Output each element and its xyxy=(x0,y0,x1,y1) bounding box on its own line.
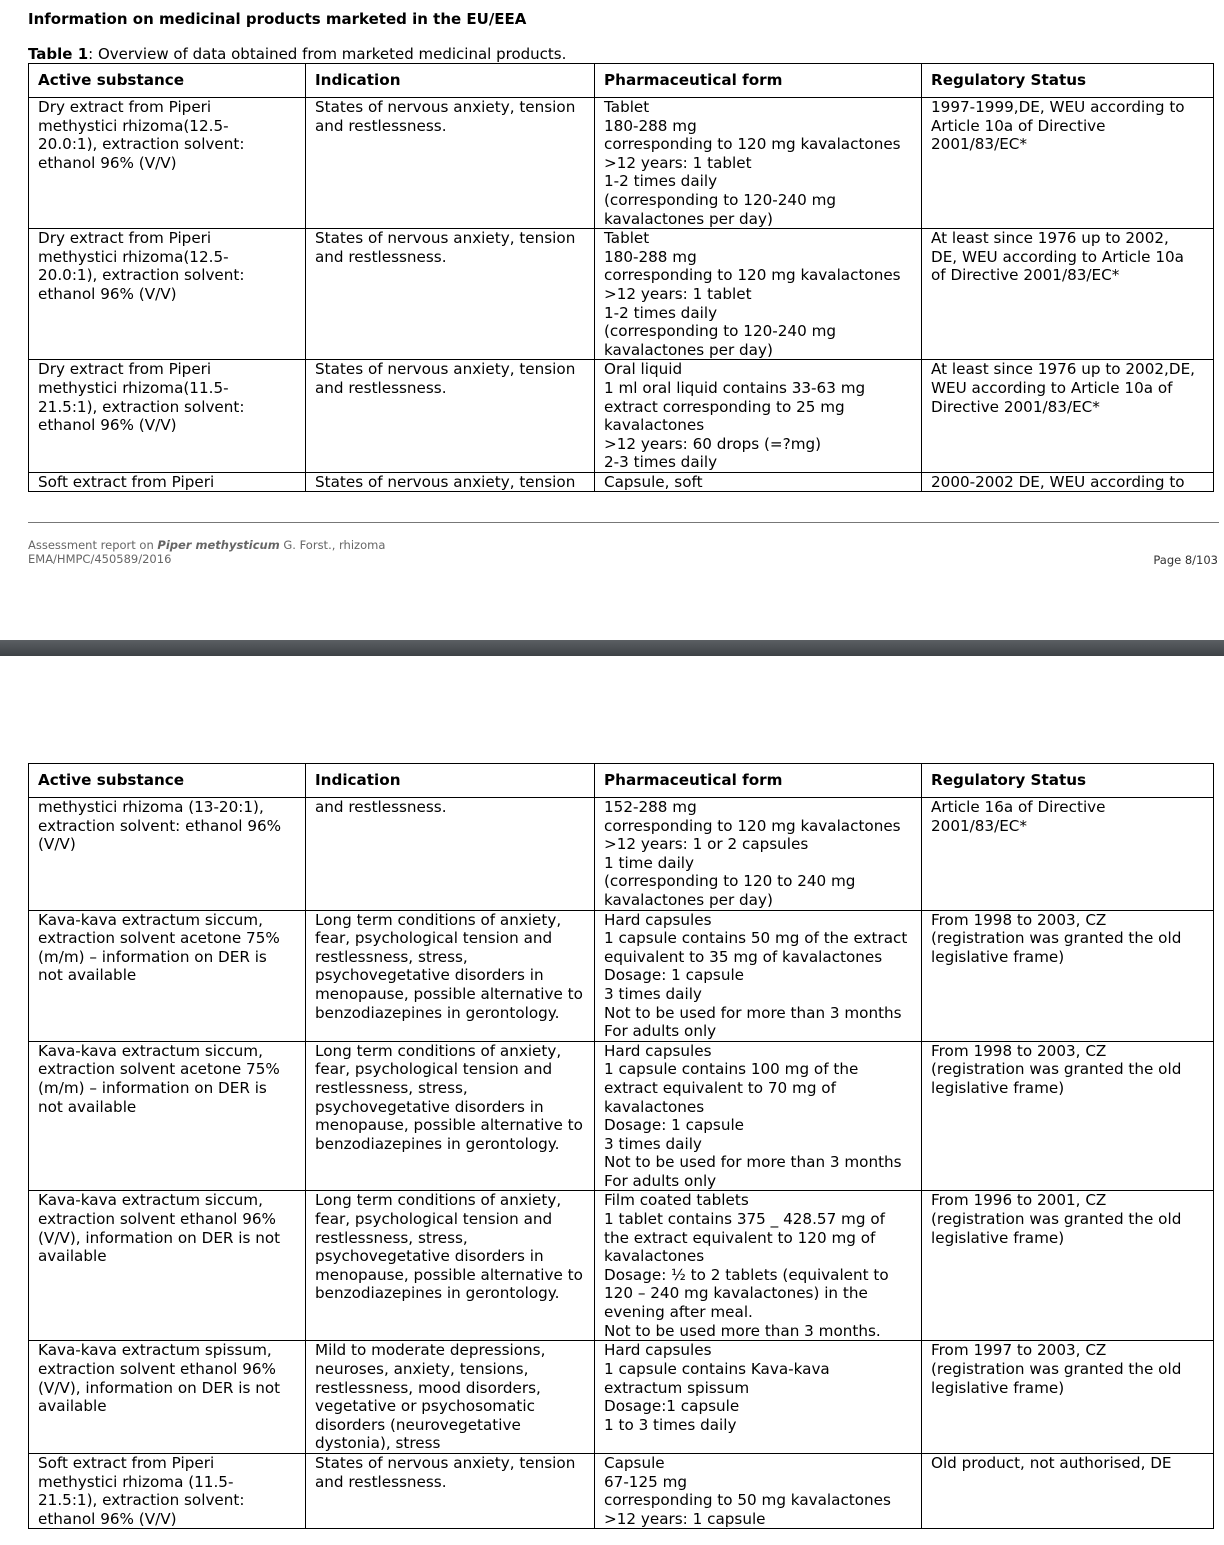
cell-indication: States of nervous anxiety, tension and restlessness. xyxy=(306,98,595,229)
footer-title-species: Piper methysticum xyxy=(157,538,280,552)
page-8 xyxy=(0,0,1224,640)
column-header-indication: Indication xyxy=(306,764,595,798)
table-row xyxy=(29,472,1214,492)
cell-regulatory-status: Old product, not authorised, DE xyxy=(922,1454,1214,1529)
table-header-row xyxy=(29,64,1214,98)
cell-pharmaceutical-form: Hard capsules 1 capsule contains Kava-kava extractum spissum Dosage:1 capsule 1 to 3 times daily xyxy=(595,1341,922,1454)
cell-indication: Mild to moderate depressions, neuroses, anxiety, tensions, restlessness, mood disorders, vegetative or psychosomatic disorders (neurovegetative dystonia), stress xyxy=(306,1341,595,1454)
products-table-part-2 xyxy=(28,763,1214,1529)
cell-pharmaceutical-form: Capsule 67-125 mg corresponding to 50 mg kavalactones >12 years: 1 capsule xyxy=(595,1454,922,1529)
cell-indication: States of nervous anxiety, tension and restlessness. xyxy=(306,360,595,473)
cell-pharmaceutical-form: Oral liquid 1 ml oral liquid contains 33-63 mg extract corresponding to 25 mg kavalactones >12 years: 60 drops (=?mg) 2-3 times daily xyxy=(595,360,922,473)
cell-pharmaceutical-form: Tablet 180-288 mg corresponding to 120 mg kavalactones >12 years: 1 tablet 1-2 times daily (corresponding to 120-240 mg kavalactones per day) xyxy=(595,229,922,360)
cell-pharmaceutical-form: Film coated tablets 1 tablet contains 375 _ 428.57 mg of the extract equivalent to 120 mg of kavalactones Dosage: ½ to 2 tablets (equivalent to 120 – 240 mg kavalactones) in the evening after meal. Not to be used more than 3 months. xyxy=(595,1191,922,1341)
column-header-indication: Indication xyxy=(306,64,595,98)
cell-active-substance: Soft extract from Piperi methystici rhizoma (11.5- 21.5:1), extraction solvent: ethanol 96% (V/V) xyxy=(29,1454,306,1529)
cell-active-substance: Dry extract from Piperi methystici rhizoma(11.5- 21.5:1), extraction solvent: ethanol 96% (V/V) xyxy=(29,360,306,473)
table-row xyxy=(29,798,1214,911)
cell-indication: Long term conditions of anxiety, fear, psychological tension and restlessness, stress, psychovegetative disorders in menopause, possible alternative to benzodiazepines in gerontology. xyxy=(306,910,595,1041)
table-row xyxy=(29,360,1214,473)
table-caption-label: Table 1 xyxy=(28,45,89,63)
footer-title-suffix: G. Forst., rhizoma xyxy=(279,538,386,552)
cell-active-substance: methystici rhizoma (13-20:1), extraction solvent: ethanol 96% (V/V) xyxy=(29,798,306,911)
cell-regulatory-status: From 1997 to 2003, CZ (registration was granted the old legislative frame) xyxy=(922,1341,1214,1454)
cell-regulatory-status: Article 16a of Directive 2001/83/EC* xyxy=(922,798,1214,911)
table-header-row xyxy=(29,764,1214,798)
cell-active-substance: Kava-kava extractum siccum, extraction solvent acetone 75% (m/m) – information on DER is not available xyxy=(29,910,306,1041)
page-separator xyxy=(0,640,1224,656)
cell-regulatory-status: 1997-1999,DE, WEU according to Article 10a of Directive 2001/83/EC* xyxy=(922,98,1214,229)
cell-regulatory-status: 2000-2002 DE, WEU according to xyxy=(922,472,1214,492)
products-table-part-1 xyxy=(28,63,1214,492)
cell-pharmaceutical-form: Tablet 180-288 mg corresponding to 120 mg kavalactones >12 years: 1 tablet 1-2 times daily (corresponding to 120-240 mg kavalactones per day) xyxy=(595,98,922,229)
table-row xyxy=(29,98,1214,229)
cell-indication: and restlessness. xyxy=(306,798,595,911)
column-header-pharmaceutical-form: Pharmaceutical form xyxy=(595,64,922,98)
column-header-pharmaceutical-form: Pharmaceutical form xyxy=(595,764,922,798)
footer-rule xyxy=(28,522,1219,523)
column-header-active-substance: Active substance xyxy=(29,64,306,98)
cell-indication: Long term conditions of anxiety, fear, psychological tension and restlessness, stress, psychovegetative disorders in menopause, possible alternative to benzodiazepines in gerontology. xyxy=(306,1191,595,1341)
column-header-active-substance: Active substance xyxy=(29,764,306,798)
cell-indication: States of nervous anxiety, tension and restlessness. xyxy=(306,229,595,360)
table-row xyxy=(29,1191,1214,1341)
table-row xyxy=(29,1454,1214,1529)
cell-pharmaceutical-form: Capsule, soft xyxy=(595,472,922,492)
cell-active-substance: Kava-kava extractum spissum, extraction solvent ethanol 96% (V/V), information on DER is not available xyxy=(29,1341,306,1454)
cell-pharmaceutical-form: Hard capsules 1 capsule contains 100 mg of the extract equivalent to 70 mg of kavalactones Dosage: 1 capsule 3 times daily Not to be used for more than 3 months For adults only xyxy=(595,1041,922,1191)
page-9 xyxy=(0,656,1224,1545)
table-row xyxy=(29,229,1214,360)
footer-document-info xyxy=(28,538,385,566)
cell-active-substance: Kava-kava extractum siccum, extraction solvent acetone 75% (m/m) – information on DER is not available xyxy=(29,1041,306,1191)
cell-regulatory-status: At least since 1976 up to 2002,DE, WEU according to Article 10a of Directive 2001/83/EC* xyxy=(922,360,1214,473)
cell-regulatory-status: From 1998 to 2003, CZ (registration was granted the old legislative frame) xyxy=(922,1041,1214,1191)
cell-indication: States of nervous anxiety, tension xyxy=(306,472,595,492)
cell-regulatory-status: At least since 1976 up to 2002, DE, WEU according to Article 10a of Directive 2001/83/EC* xyxy=(922,229,1214,360)
cell-active-substance: Kava-kava extractum siccum, extraction solvent ethanol 96% (V/V), information on DER is not available xyxy=(29,1191,306,1341)
cell-pharmaceutical-form: 152-288 mg corresponding to 120 mg kavalactones >12 years: 1 or 2 capsules 1 time daily (corresponding to 120 to 240 mg kavalactones per day) xyxy=(595,798,922,911)
column-header-regulatory-status: Regulatory Status xyxy=(922,64,1214,98)
footer-title xyxy=(28,538,385,552)
cell-active-substance: Dry extract from Piperi methystici rhizoma(12.5- 20.0:1), extraction solvent: ethanol 96% (V/V) xyxy=(29,229,306,360)
table-row xyxy=(29,910,1214,1041)
section-heading: Information on medicinal products marketed in the EU/EEA xyxy=(28,10,527,28)
footer-title-prefix: Assessment report on xyxy=(28,538,158,552)
table-caption-text: : Overview of data obtained from marketed medicinal products. xyxy=(88,45,567,63)
table-caption xyxy=(28,45,566,63)
cell-regulatory-status: From 1998 to 2003, CZ (registration was granted the old legislative frame) xyxy=(922,910,1214,1041)
cell-regulatory-status: From 1996 to 2001, CZ (registration was granted the old legislative frame) xyxy=(922,1191,1214,1341)
page-number: Page 8/103 xyxy=(1153,553,1218,567)
footer-reference: EMA/HMPC/450589/2016 xyxy=(28,552,172,566)
cell-active-substance: Soft extract from Piperi xyxy=(29,472,306,492)
table-row xyxy=(29,1041,1214,1191)
cell-indication: Long term conditions of anxiety, fear, psychological tension and restlessness, stress, psychovegetative disorders in menopause, possible alternative to benzodiazepines in gerontology. xyxy=(306,1041,595,1191)
cell-active-substance: Dry extract from Piperi methystici rhizoma(12.5- 20.0:1), extraction solvent: ethanol 96% (V/V) xyxy=(29,98,306,229)
cell-indication: States of nervous anxiety, tension and restlessness. xyxy=(306,1454,595,1529)
table-row xyxy=(29,1341,1214,1454)
column-header-regulatory-status: Regulatory Status xyxy=(922,764,1214,798)
cell-pharmaceutical-form: Hard capsules 1 capsule contains 50 mg of the extract equivalent to 35 mg of kavalactones Dosage: 1 capsule 3 times daily Not to be used for more than 3 months For adults only xyxy=(595,910,922,1041)
